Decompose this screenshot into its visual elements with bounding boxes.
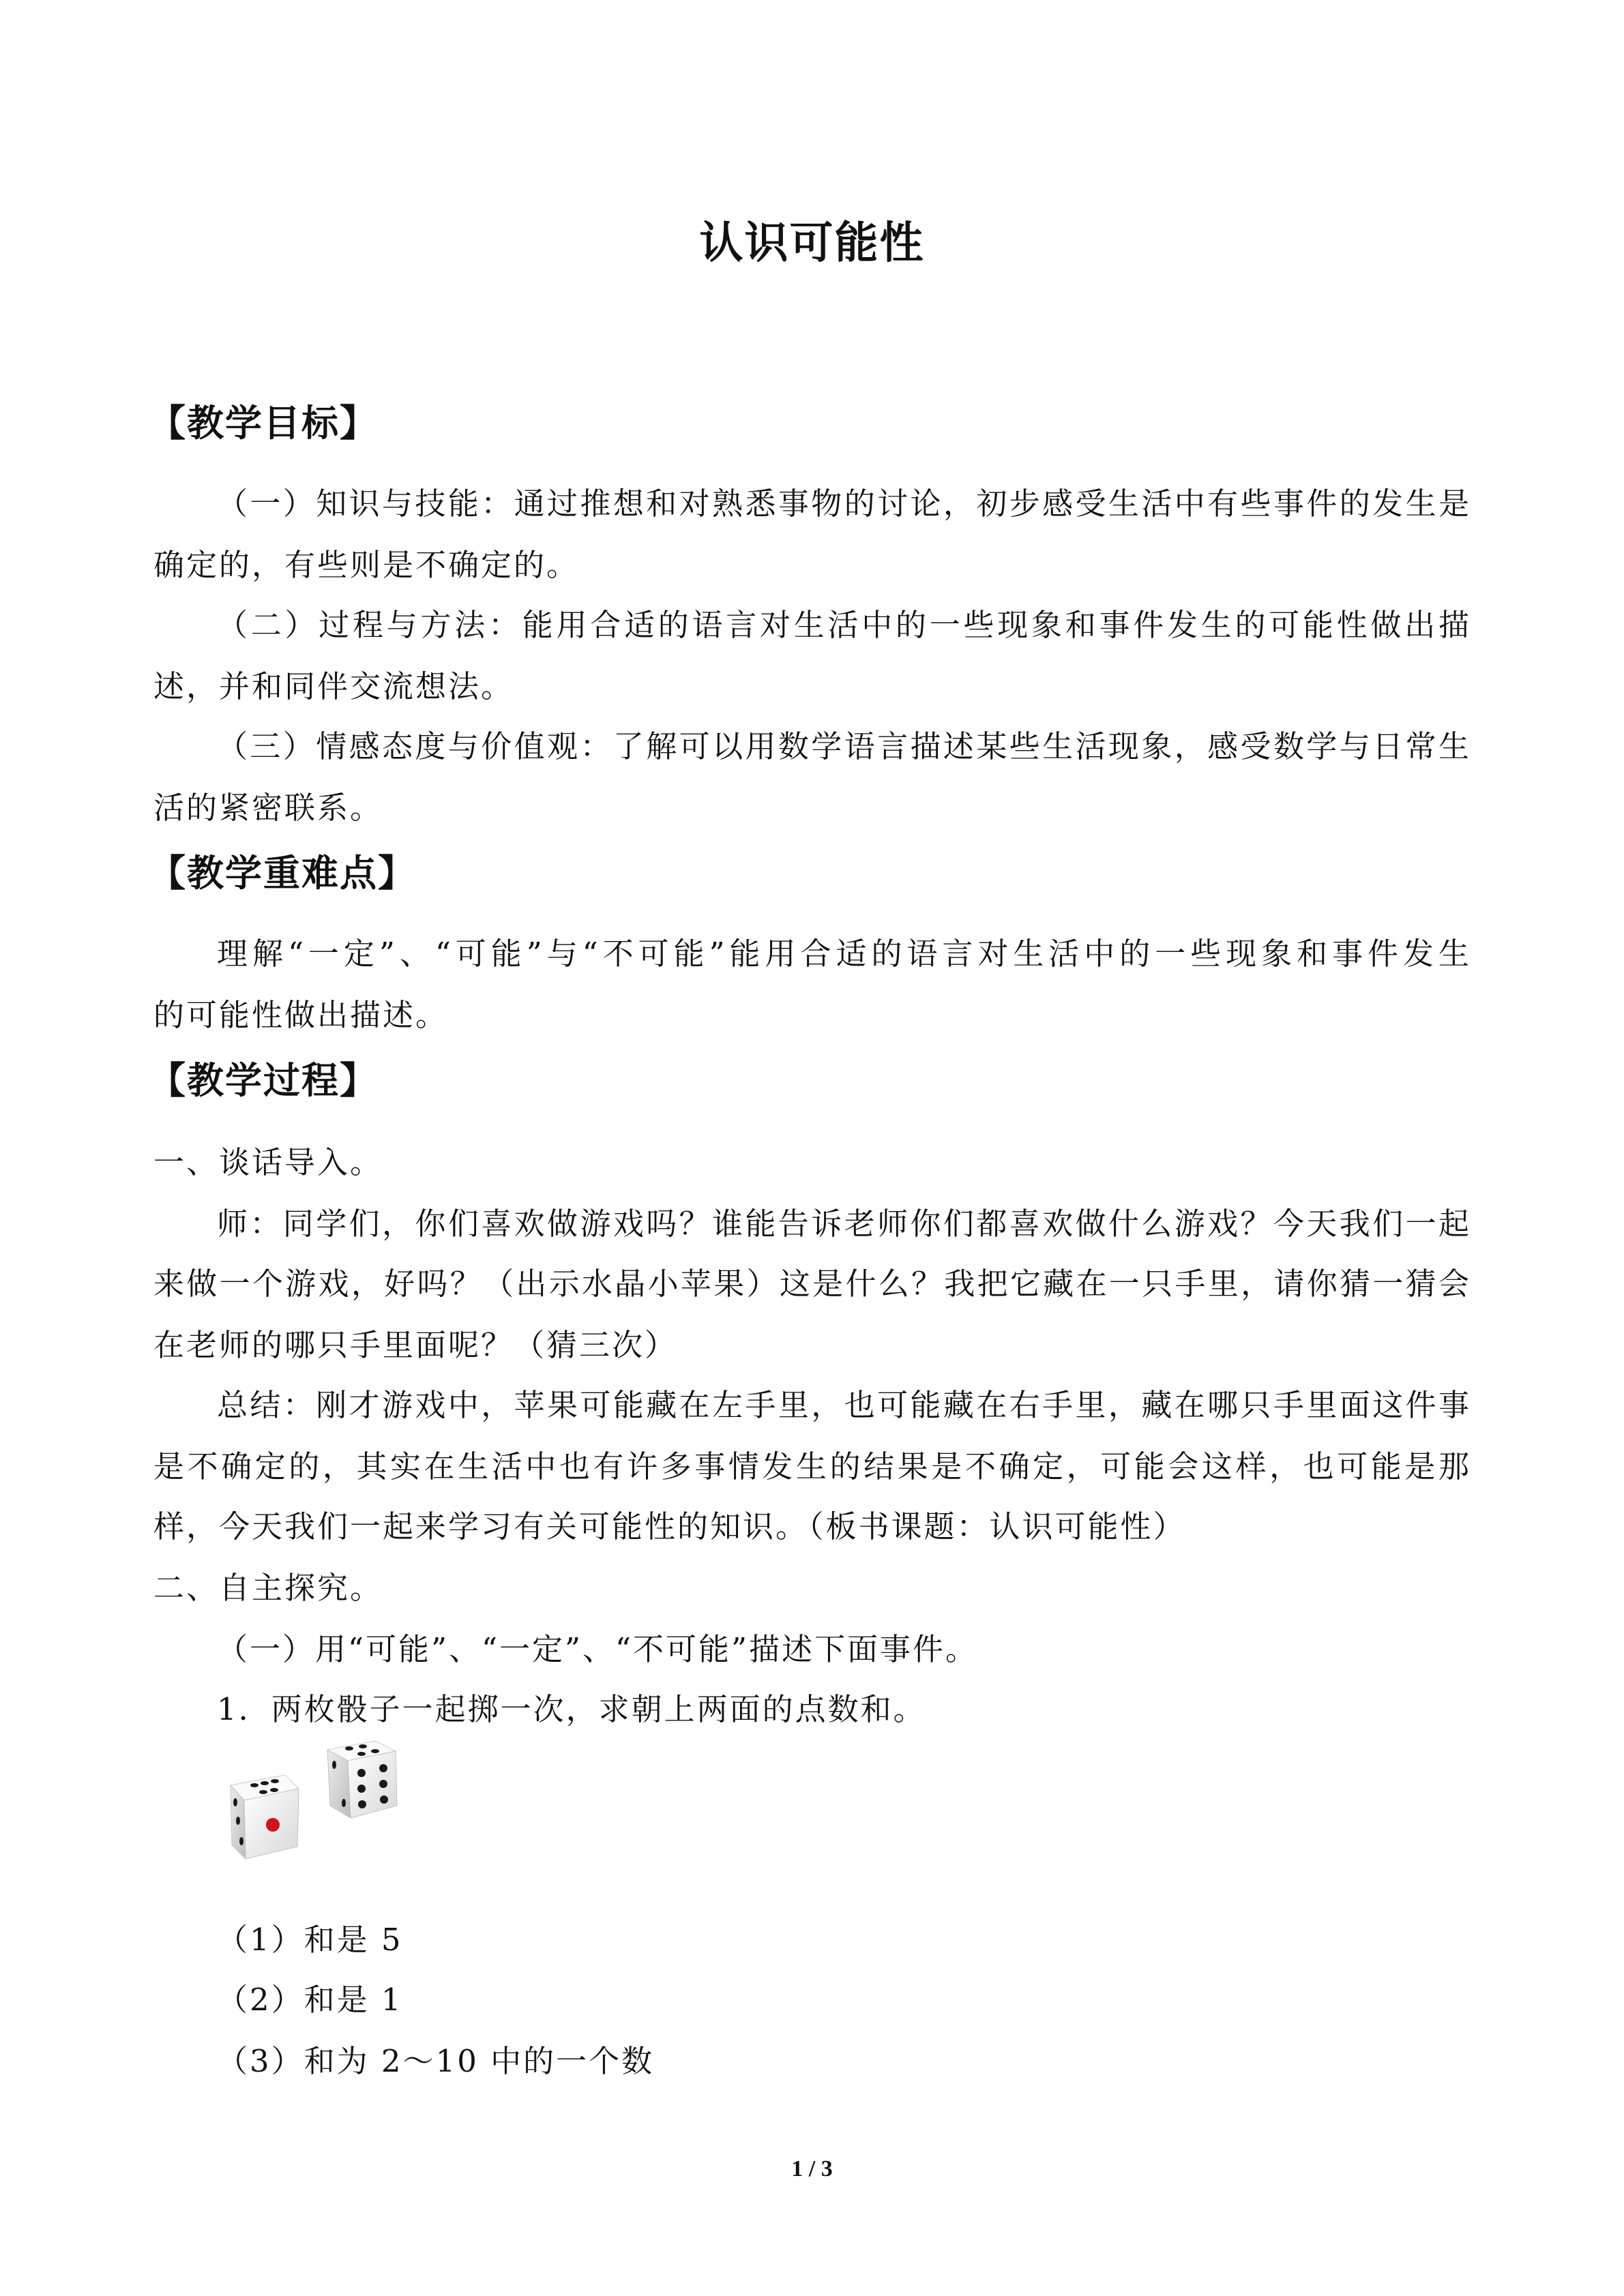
teacher-line2: 来做一个游戏，好吗？（出示水晶小苹果）这是什么？我把它藏在一只手里，请你猜一猜会 — [153, 1266, 1471, 1302]
process-part1-title: 一、谈话导入。 — [153, 1144, 383, 1180]
subsection-1: （一）用“可能”、“一定”、“不可能”描述下面事件。 — [217, 1631, 979, 1667]
page-title: 认识可能性 — [699, 218, 925, 269]
process-part2-title: 二、自主探究。 — [153, 1570, 383, 1606]
objectives-heading: 【教学目标】 — [149, 402, 378, 445]
objectives-p2-line1: （二）过程与方法：能用合适的语言对生活中的一些现象和事件发生的可能性做出描 — [217, 607, 1471, 643]
option-2: （2）和是 1 — [217, 1982, 403, 2018]
option-1: （1）和是 5 — [217, 1922, 403, 1958]
question-1: 1．两枚骰子一起掷一次，求朝上两面的点数和。 — [217, 1691, 926, 1727]
objectives-p3-line1: （三）情感态度与价值观：了解可以用数学语言描述某些生活现象，感受数学与日常生 — [217, 728, 1471, 764]
right-die — [327, 1741, 397, 1818]
left-die — [231, 1775, 299, 1859]
objectives-p2-line2: 述，并和同伴交流想法。 — [153, 668, 514, 704]
two-dice-icon — [218, 1738, 423, 1874]
key-points-line2: 的可能性做出描述。 — [153, 997, 449, 1033]
objectives-p1-line1: （一）知识与技能：通过推想和对熟悉事物的讨论，初步感受生活中有些事件的发生是 — [217, 486, 1471, 522]
key-points-line1: 理解“一定”、“可能”与“不可能”能用合适的语言对生活中的一些现象和事件发生 — [217, 936, 1471, 972]
summary-line3: 样，今天我们一起来学习有关可能性的知识。（板书课题：认识可能性） — [153, 1508, 1186, 1545]
key-points-heading: 【教学重难点】 — [149, 852, 416, 895]
objectives-p1-line2: 确定的，有些则是不确定的。 — [153, 547, 580, 583]
process-heading: 【教学过程】 — [149, 1059, 378, 1102]
summary-line1: 总结：刚才游戏中，苹果可能藏在左手里，也可能藏在右手里，藏在哪只手里面这件事 — [217, 1387, 1471, 1423]
teacher-line3: 在老师的哪只手里面呢？（猜三次） — [153, 1327, 678, 1363]
teacher-line1: 师：同学们，你们喜欢做游戏吗？谁能告诉老师你们都喜欢做什么游戏？今天我们一起 — [217, 1206, 1471, 1242]
summary-line2: 是不确定的，其实在生活中也有许多事情发生的结果是不确定，可能会这样，也可能是那 — [153, 1448, 1471, 1485]
option-3: （3）和为 2～10 中的一个数 — [217, 2043, 655, 2079]
objectives-p3-line2: 活的紧密联系。 — [153, 790, 383, 826]
page-number: 1 / 3 — [791, 2156, 833, 2181]
